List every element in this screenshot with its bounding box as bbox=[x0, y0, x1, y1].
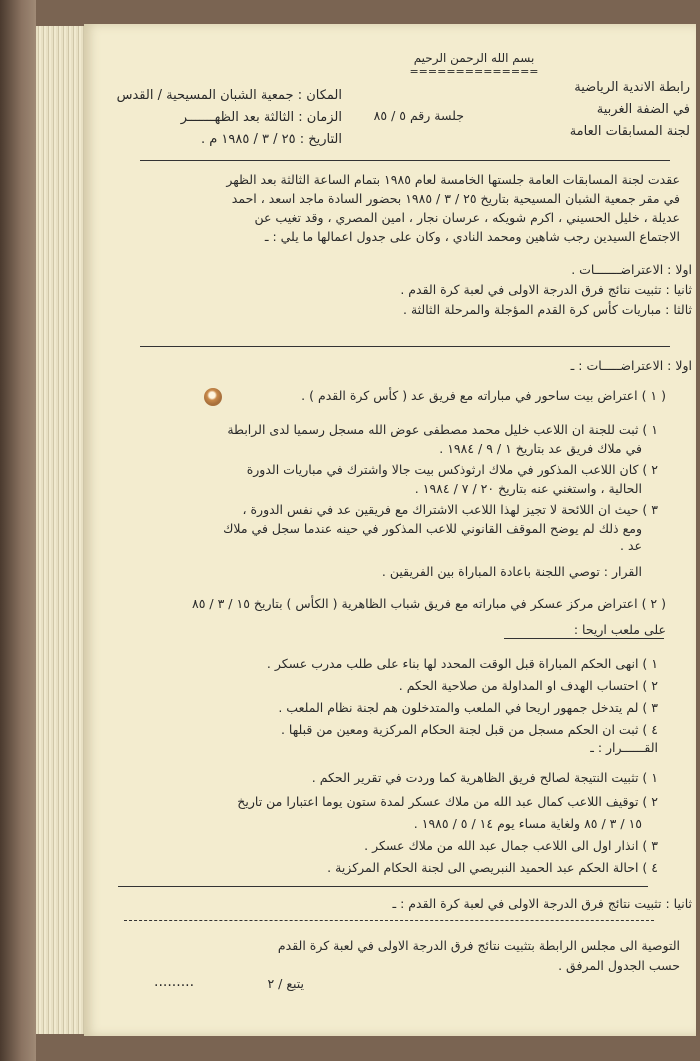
objection-1-point: ١ ) ثبت للجنة ان اللاعب خليل محمد مصطفى عوض الله مسجل رسميا لدى الرابطة bbox=[227, 422, 658, 437]
intro-line-1: عقدت لجنة المسابقات العامة جلستها الخامسة لعام ١٩٨٥ بتمام الساعة الثالثة بعد الظهر bbox=[226, 172, 680, 187]
decision-item: ١٥ / ٣ / ٨٥ ولغاية مساء يوم ١٤ / ٥ / ١٩٨٥ . bbox=[413, 816, 642, 831]
org-line-1: رابطة الاندية الرياضية bbox=[574, 80, 690, 95]
decision-item: ٣ ) انذار اول الى اللاعب جمال عبد الله من ملاك عسكر . bbox=[364, 838, 658, 853]
decision-item: ٢ ) توقيف اللاعب كمال عبد الله من ملاك عسكر لمدة ستون يوما اعتبارا من تاريخ bbox=[237, 794, 658, 809]
meeting-place: المكان : جمعية الشبان المسيحية / القدس bbox=[116, 88, 342, 103]
org-line-3: لجنة المسابقات العامة bbox=[569, 124, 690, 139]
meeting-date: التاريخ : ٢٥ / ٣ / ١٩٨٥ م . bbox=[200, 132, 342, 147]
objection-2-point: ٣ ) لم يتدخل جمهور اريحا في الملعب والمتدخلون هم لجنة نظام الملعب . bbox=[278, 700, 658, 715]
section-1-title: اولا : الاعتراضـــــات : ـ bbox=[570, 358, 692, 373]
objection-1-point: ومع ذلك لم يوضح الموقف القانوني للاعب المذكور في حينه عندما سجل في ملاك bbox=[223, 521, 642, 536]
objection-1-point: عد . bbox=[620, 538, 642, 553]
section-2-rule bbox=[124, 920, 654, 921]
meeting-time: الزمان : الثالثة بعد الظهـــــــر bbox=[180, 110, 342, 125]
agenda-item-1: اولا : الاعتراضـــــــات . bbox=[571, 262, 692, 277]
book-spine bbox=[0, 0, 36, 1061]
objection-2-point: ٢ ) احتساب الهدف او المداولة من صلاحية الحكم . bbox=[398, 678, 658, 693]
basmala-rule: ============== bbox=[409, 65, 539, 78]
objection-2-point: ٤ ) ثبت ان الحكم مسجل من قبل لجنة الحكام المركزية ومعين من قبلها . bbox=[280, 722, 658, 737]
agenda-item-3: ثالثا : مباريات كأس كرة القدم المؤجلة والمرحلة الثالثة . bbox=[403, 302, 692, 317]
objection-1-point: ٢ ) كان اللاعب المذكور في ملاك ارثوذكس بيت جالا واشترك في مباريات الدورة bbox=[246, 462, 658, 477]
org-line-2: في الضفة الغربية bbox=[596, 102, 690, 117]
objection-1-point: ٣ ) حيث ان اللائحة لا تجيز لهذا اللاعب الاشتراك مع فريقين عد في نفس الدورة ، bbox=[242, 502, 658, 517]
decision-item: ٤ ) احالة الحكم عبد الحميد النبريصي الى لجنة الحكام المركزية . bbox=[327, 860, 658, 875]
objection-1-point: الحالية ، واستغني عنه بتاريخ ٢٠ / ٧ / ١٩٨٤ . bbox=[414, 481, 642, 496]
section-2-title: ثانيا : تثبيت نتائج فرق الدرجة الاولى في لعبة كرة القدم : ـ bbox=[392, 896, 692, 911]
objection-1-point: في ملاك فريق عد بتاريخ ١ / ٩ / ١٩٨٤ . bbox=[439, 441, 642, 456]
subtitle-underline bbox=[504, 638, 664, 639]
punch-hole bbox=[204, 388, 222, 406]
page-edges bbox=[36, 26, 84, 1034]
intro-line-4: الاجتماع السيدين رجب شاهين ومحمد النادي ، وكان على جدول اعمالها ما يلي : ـ bbox=[264, 229, 680, 244]
section-divider bbox=[118, 886, 648, 887]
agenda-divider bbox=[140, 346, 670, 347]
basmala: بسم الله الرحمن الرحيم bbox=[413, 51, 535, 65]
intro-line-2: في مقر جمعية الشبان المسيحية بتاريخ ٢٥ / ٣ / ١٩٨٥ بحضور السادة ماجد اسعد ، احمد bbox=[231, 191, 680, 206]
header-divider bbox=[140, 160, 670, 161]
objection-2-subtitle: على ملعب اريحا : bbox=[573, 622, 666, 637]
decision-title: القــــــرار : ـ bbox=[590, 740, 658, 755]
intro-line-3: عديلة ، خليل الحسيني ، اكرم شويكه ، عرسان نجار ، امين المصري ، وقد تغيب عن bbox=[254, 210, 680, 225]
document-page bbox=[84, 24, 696, 1036]
objection-1-title: ( ١ ) اعتراض بيت ساحور في مباراته مع فريق عد ( كأس كرة القدم ) . bbox=[301, 388, 666, 403]
section-2-line: التوصية الى مجلس الرابطة بتثبيت نتائج فرق الدرجة الاولى في لعبة كرة القدم bbox=[277, 938, 680, 953]
objection-2-point: ١ ) انهى الحكم المباراة قبل الوقت المحدد لها بناء على طلب مدرب عسكر . bbox=[266, 656, 658, 671]
section-2-line: حسب الجدول المرفق . bbox=[558, 958, 680, 973]
decision-item: ١ ) تثبيت النتيجة لصالح فريق الظاهرية كما وردت في تقرير الحكم . bbox=[311, 770, 658, 785]
agenda-item-2: ثانيا : تثبيت نتائج فرق الدرجة الاولى في لعبة كرة القدم . bbox=[400, 282, 692, 297]
session-number: جلسة رقم ٥ / ٨٥ bbox=[373, 108, 464, 123]
objection-1-decision: القرار : توصي اللجنة باعادة المباراة بين الفريقين . bbox=[381, 564, 642, 579]
continued-note: يتبع / ٢ bbox=[267, 976, 304, 991]
footer-dots: ......... bbox=[154, 974, 195, 990]
objection-2-title: ( ٢ ) اعتراض مركز عسكر في مباراته مع فريق شباب الظاهرية ( الكأس ) بتاريخ ١٥ / ٣ / ٨٥ bbox=[192, 596, 666, 611]
